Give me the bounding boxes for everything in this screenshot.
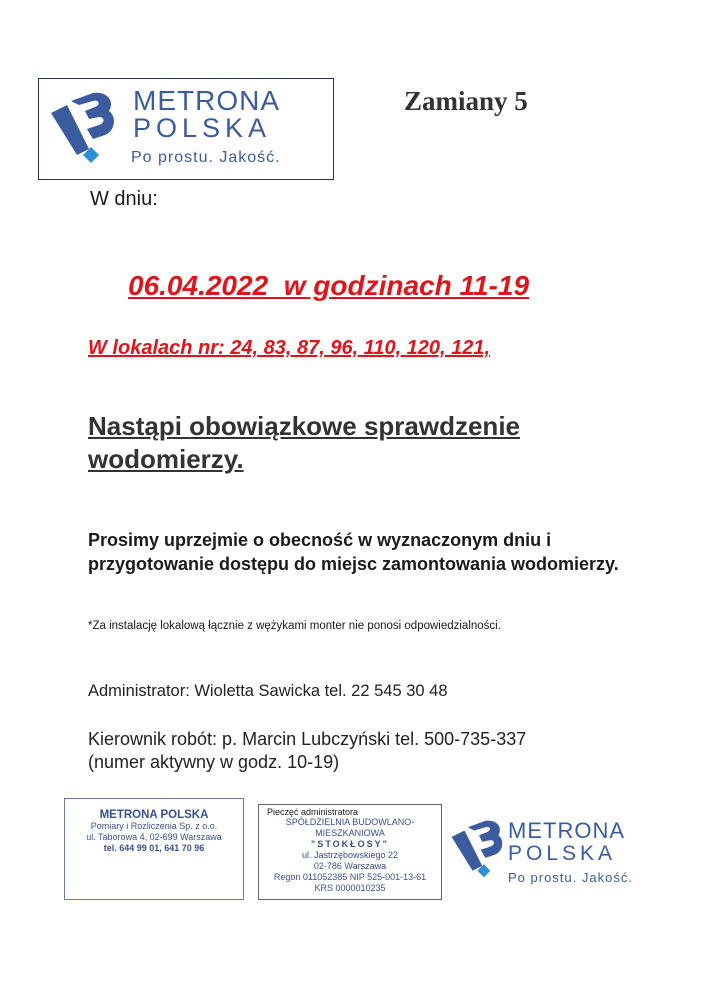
stamp-line: Pomiary i Rozliczenia Sp. z o.o. [90, 821, 218, 831]
stamp-line: ul. Jastrzębowskiego 22 [301, 850, 399, 860]
page-title: Zamiany 5 [404, 86, 528, 116]
metrona-logo-icon [450, 818, 508, 880]
administrator-stamp [258, 804, 442, 900]
manager-hours: (numer aktywny w godz. 10-19) [88, 752, 340, 772]
logo-line1: METRONA [508, 818, 625, 843]
logo-tagline: Po prostu. Jakość. [131, 149, 281, 166]
stamp-line: tel. 644 99 01, 641 70 96 [103, 843, 205, 853]
stamp-line: KRS 0000010235 [314, 883, 386, 893]
request-text: Prosimy uprzejmie o obecność w wyznaczonym dniu i przygotowanie dostępu do miejsc zamontowania wodomierzy. [88, 530, 619, 574]
stamp-line: Regon 011052385 NIP 525-001-13-61 [273, 872, 427, 882]
metrona-logo-icon [49, 91, 121, 165]
administrator-line: Administrator: Wioletta Sawicka tel. 22 545 30 48 [88, 682, 448, 700]
logo-line1: METRONA [133, 85, 280, 116]
metrona-logo-header [38, 78, 334, 180]
date-line: 06.04.2022 w godzinach 11-19 [128, 270, 530, 301]
disclaimer-note: *Za instalację lokalową łącznie z wężykami monter nie ponosi odpowiedzialności. [88, 620, 501, 632]
metrona-stamp [64, 798, 244, 900]
stamp-line: 02-786 Warszawa [313, 861, 387, 871]
logo-line2: POLSKA [508, 842, 617, 865]
manager-block [88, 728, 526, 774]
stamp-company-name: METRONA POLSKA [99, 809, 209, 821]
stamp-label: Pieczęć administratora [267, 807, 359, 817]
manager-line: Kierownik robót: p. Marcin Lubczyński tel. 500-735-337 [88, 729, 527, 749]
stamp-line: SPÓŁDZIELNIA BUDOWLANO-MIESZKANIOWA [285, 817, 415, 838]
stamp-line: ul. Taborowa 4, 02-699 Warszawa [86, 832, 222, 842]
stamp-line: "STOKŁOSY" [311, 839, 389, 849]
w-dniu-label: W dniu: [90, 188, 158, 210]
premises-line: W lokalach nr: 24, 83, 87, 96, 110, 120, 121, [88, 337, 491, 359]
logo-tagline: Po prostu. Jakość. [508, 870, 633, 885]
logo-line2: POLSKA [133, 113, 272, 143]
main-heading: Nastąpi obowiązkowe sprawdzenie wodomierzy. [88, 411, 520, 474]
metrona-logo-footer [450, 812, 690, 892]
